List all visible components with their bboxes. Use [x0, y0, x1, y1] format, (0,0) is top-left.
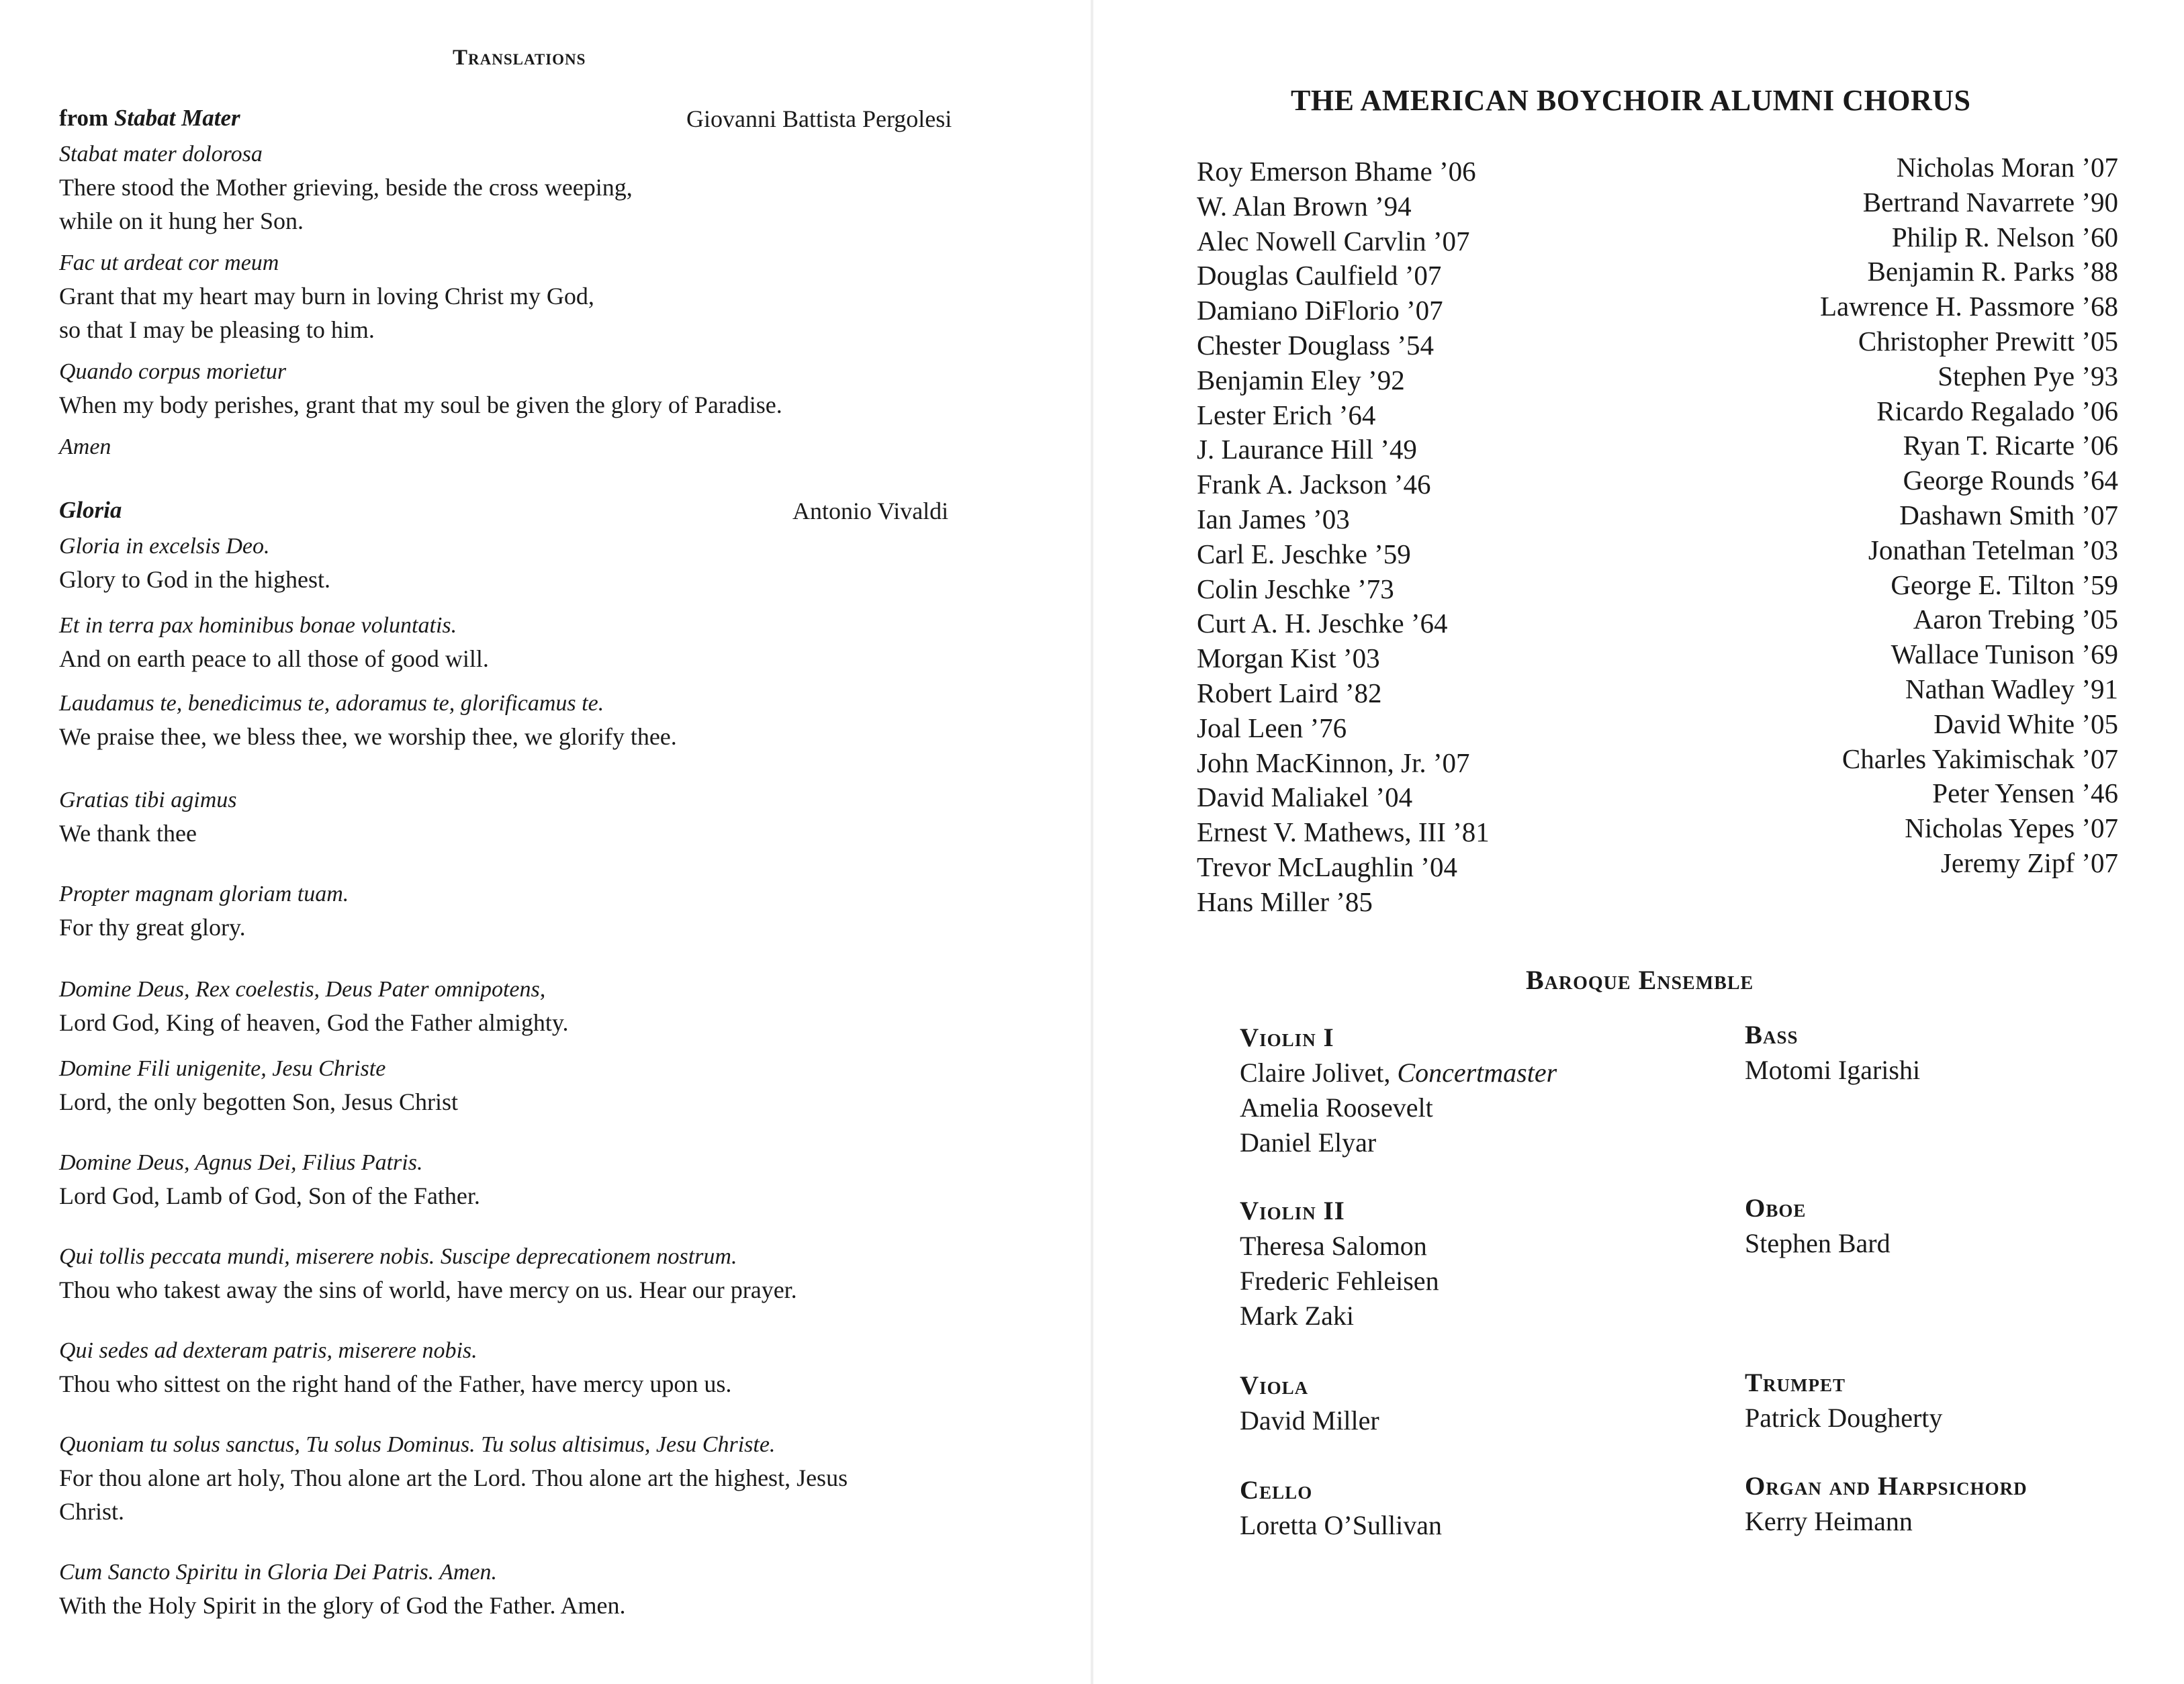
translations-heading: Translations: [453, 46, 586, 70]
section-heading: Violin II: [1240, 1197, 1345, 1225]
stanza: [59, 974, 993, 1039]
stanza: [59, 610, 993, 675]
stanza: [59, 1429, 993, 1528]
latin-text: Amen: [59, 434, 111, 459]
stanza: [59, 356, 993, 422]
latin-text: Domine Deus, Agnus Dei, Filius Patris.: [59, 1150, 423, 1175]
latin-text: Quando corpus morietur: [59, 359, 287, 384]
chorus-member: Douglas Caulfield ’07: [1197, 260, 1442, 291]
english-line: so that I may be pleasing to him.: [59, 316, 375, 343]
english-line: For thy great glory.: [59, 914, 246, 941]
work-title: [59, 105, 240, 132]
english-line: Thou who sittest on the right hand of the Father, have mercy upon us.: [59, 1370, 732, 1397]
english-line: Lord God, King of heaven, God the Father almighty.: [59, 1009, 569, 1036]
latin-text: Propter magnam gloriam tuam.: [59, 882, 349, 906]
stanza: [59, 784, 993, 850]
chorus-member: Jonathan Tetelman ’03: [1868, 534, 2118, 565]
chorus-member: Ryan T. Ricarte ’06: [1903, 430, 2118, 461]
latin-text: Fac ut ardeat cor meum: [59, 250, 279, 275]
chorus-member: George E. Tilton ’59: [1891, 569, 2118, 600]
chorus-member: Frank A. Jackson ’46: [1197, 469, 1431, 500]
section-heading: Bass: [1745, 1021, 1799, 1049]
player-name: Frederic Fehleisen: [1240, 1266, 1439, 1296]
section-heading: Oboe: [1745, 1194, 1807, 1223]
chorus-member: Ian James ’03: [1197, 503, 1350, 534]
chorus-member: Ricardo Regalado ’06: [1876, 395, 2118, 426]
player-name: Motomi Igarishi: [1745, 1055, 1921, 1085]
chorus-member: Damiano DiFlorio ’07: [1197, 295, 1443, 326]
ensemble-title: Baroque Ensemble: [1526, 965, 1754, 995]
chorus-member: Nicholas Yepes ’07: [1905, 812, 2118, 844]
latin-text: Cum Sancto Spiritu in Gloria Dei Patris. Amen.: [59, 1560, 497, 1585]
english-line: Grant that my heart may burn in loving Christ my God,: [59, 283, 594, 310]
stanza: [59, 247, 993, 346]
section-heading: Cello: [1240, 1476, 1313, 1505]
page-gutter: [1091, 0, 1093, 1684]
player-name: Patrick Dougherty: [1745, 1403, 1943, 1433]
player-name: Kerry Heimann: [1745, 1506, 1913, 1536]
composer-name: Giovanni Battista Pergolesi: [686, 105, 952, 132]
latin-text: Et in terra pax hominibus bonae voluntatis.: [59, 613, 457, 638]
chorus-member: Jeremy Zipf ’07: [1940, 847, 2118, 878]
chorus-names-right: [1706, 150, 2118, 881]
translations-page: [59, 34, 1013, 1658]
english-line: Lord, the only begotten Son, Jesus Christ: [59, 1088, 458, 1115]
chorus-title: THE AMERICAN BOYCHOIR ALUMNI CHORUS: [1291, 84, 1971, 117]
work-title-name: Gloria: [59, 497, 122, 523]
stanza: [59, 878, 993, 944]
latin-text: Domine Deus, Rex coelestis, Deus Pater omnipotens,: [59, 977, 546, 1002]
chorus-member: Christopher Prewitt ’05: [1858, 325, 2118, 357]
latin-text: Qui sedes ad dexteram patris, miserere nobis.: [59, 1338, 477, 1363]
stanza: [59, 1556, 993, 1622]
latin-text: Stabat mater dolorosa: [59, 142, 263, 167]
chorus-member: Curt A. H. Jeschke ’64: [1197, 608, 1448, 639]
latin-text: Qui tollis peccata mundi, miserere nobis. Suscipe deprecationem nostrum.: [59, 1244, 737, 1269]
chorus-member: Chester Douglass ’54: [1197, 329, 1435, 361]
section-heading: Organ and Harpsichord: [1745, 1472, 2028, 1501]
chorus-member: J. Laurance Hill ’49: [1197, 434, 1417, 465]
player-name: Loretta O’Sullivan: [1240, 1510, 1443, 1540]
player-name: [1240, 1056, 1557, 1090]
chorus-member: Roy Emerson Bhame ’06: [1197, 156, 1476, 187]
chorus-member: Bertrand Navarrete ’90: [1862, 186, 2118, 218]
chorus-member: W. Alan Brown ’94: [1197, 190, 1412, 222]
latin-text: Quoniam tu solus sanctus, Tu solus Dominus. Tu solus altisimus, Jesu Christe.: [59, 1432, 776, 1457]
section-cello: [1240, 1473, 1442, 1543]
chorus-member: Nathan Wadley ’91: [1905, 673, 2118, 704]
english-line: Christ.: [59, 1498, 125, 1525]
english-line: We praise thee, we bless thee, we worship thee, we glorify thee.: [59, 723, 677, 750]
player-name-text: Claire Jolivet,: [1240, 1058, 1398, 1088]
english-line: Glory to God in the highest.: [59, 566, 330, 593]
chorus-member: George Rounds ’64: [1903, 465, 2118, 496]
player-name: Stephen Bard: [1745, 1228, 1891, 1258]
chorus-member: Lester Erich ’64: [1197, 399, 1376, 430]
english-line: And on earth peace to all those of good will.: [59, 645, 489, 672]
stanza: [59, 1053, 993, 1119]
section-oboe: [1745, 1191, 1891, 1261]
english-line: There stood the Mother grieving, beside the cross weeping,: [59, 174, 633, 201]
latin-text: Gloria in excelsis Deo.: [59, 534, 270, 559]
player-role: Concertmaster: [1397, 1058, 1557, 1088]
section-heading: Trumpet: [1745, 1368, 1846, 1397]
work-title-name: Stabat Mater: [113, 105, 240, 131]
chorus-member: David Maliakel ’04: [1197, 782, 1413, 813]
work-title-prefix: from: [59, 105, 114, 131]
player-name: Theresa Salomon: [1240, 1231, 1427, 1261]
chorus-member: Colin Jeschke ’73: [1197, 573, 1394, 604]
composer-name: Antonio Vivaldi: [792, 498, 949, 524]
stabat-mater-heading: [59, 105, 999, 138]
chorus-member: Morgan Kist ’03: [1197, 643, 1380, 674]
chorus-member: Hans Miller ’85: [1197, 886, 1373, 917]
chorus-member: Nicholas Moran ’07: [1896, 152, 2118, 183]
english-line: We thank thee: [59, 820, 197, 847]
english-line: With the Holy Spirit in the glory of God the Father. Amen.: [59, 1592, 626, 1619]
stanza: [59, 138, 993, 238]
english-line: When my body perishes, grant that my soul be given the glory of Paradise.: [59, 391, 782, 418]
section-organ-harpsichord: [1745, 1469, 2028, 1539]
chorus-member: Aaron Trebing ’05: [1913, 604, 2118, 635]
stanza: [59, 1147, 993, 1213]
chorus-member: Robert Laird ’82: [1197, 677, 1382, 708]
english-line: Lord God, Lamb of God, Son of the Father.: [59, 1182, 480, 1209]
chorus-member: Peter Yensen ’46: [1932, 778, 2118, 809]
chorus-member: Alec Nowell Carvlin ’07: [1197, 225, 1470, 256]
chorus-member: Trevor McLaughlin ’04: [1197, 851, 1457, 882]
chorus-member: Charles Yakimischak ’07: [1841, 743, 2118, 774]
chorus-member: John MacKinnon, Jr. ’07: [1197, 747, 1470, 778]
chorus-member: Carl E. Jeschke ’59: [1197, 538, 1411, 569]
player-name: Amelia Roosevelt: [1240, 1092, 1433, 1123]
chorus-names-left: [1197, 154, 1627, 920]
chorus-member: Benjamin R. Parks ’88: [1867, 256, 2118, 287]
stanza: [59, 1335, 993, 1401]
chorus-member: Lawrence H. Passmore ’68: [1819, 291, 2118, 322]
work-title: [59, 497, 122, 524]
latin-text: Domine Fili unigenite, Jesu Christe: [59, 1056, 386, 1081]
player-name: David Miller: [1240, 1405, 1379, 1436]
section-trumpet: [1745, 1366, 1942, 1436]
english-line: Thou who takest away the sins of world, have mercy on us. Hear our prayer.: [59, 1276, 797, 1303]
chorus-member: Ernest V. Mathews, III ’81: [1197, 816, 1490, 848]
section-bass: [1745, 1018, 1920, 1088]
latin-text: Laudamus te, benedicimus te, adoramus te, glorificamus te.: [59, 691, 604, 716]
chorus-member: Benjamin Eley ’92: [1197, 364, 1405, 395]
section-violin-2: [1240, 1194, 1439, 1334]
latin-text: Gratias tibi agimus: [59, 788, 237, 812]
section-viola: [1240, 1368, 1379, 1438]
stanza: [59, 530, 993, 596]
player-name: Daniel Elyar: [1240, 1127, 1377, 1158]
chorus-member: Joal Leen ’76: [1197, 712, 1347, 743]
chorus-member: Philip R. Nelson ’60: [1891, 221, 2118, 252]
chorus-member: Dashawn Smith ’07: [1899, 499, 2118, 530]
stanza: [59, 688, 993, 753]
gloria-heading: [59, 497, 999, 530]
stanza: [59, 431, 993, 463]
section-heading: Violin I: [1240, 1023, 1334, 1052]
section-violin-1: [1240, 1021, 1557, 1160]
stanza: [59, 1241, 993, 1307]
player-name: Mark Zaki: [1240, 1301, 1354, 1331]
english-line: while on it hung her Son.: [59, 207, 304, 234]
section-heading: Viola: [1240, 1371, 1309, 1400]
chorus-member: David White ’05: [1933, 708, 2118, 739]
chorus-member: Wallace Tunison ’69: [1891, 639, 2118, 670]
english-line: For thou alone art holy, Thou alone art the Lord. Thou alone art the highest, Jesus: [59, 1464, 848, 1491]
chorus-member: Stephen Pye ’93: [1938, 360, 2118, 391]
